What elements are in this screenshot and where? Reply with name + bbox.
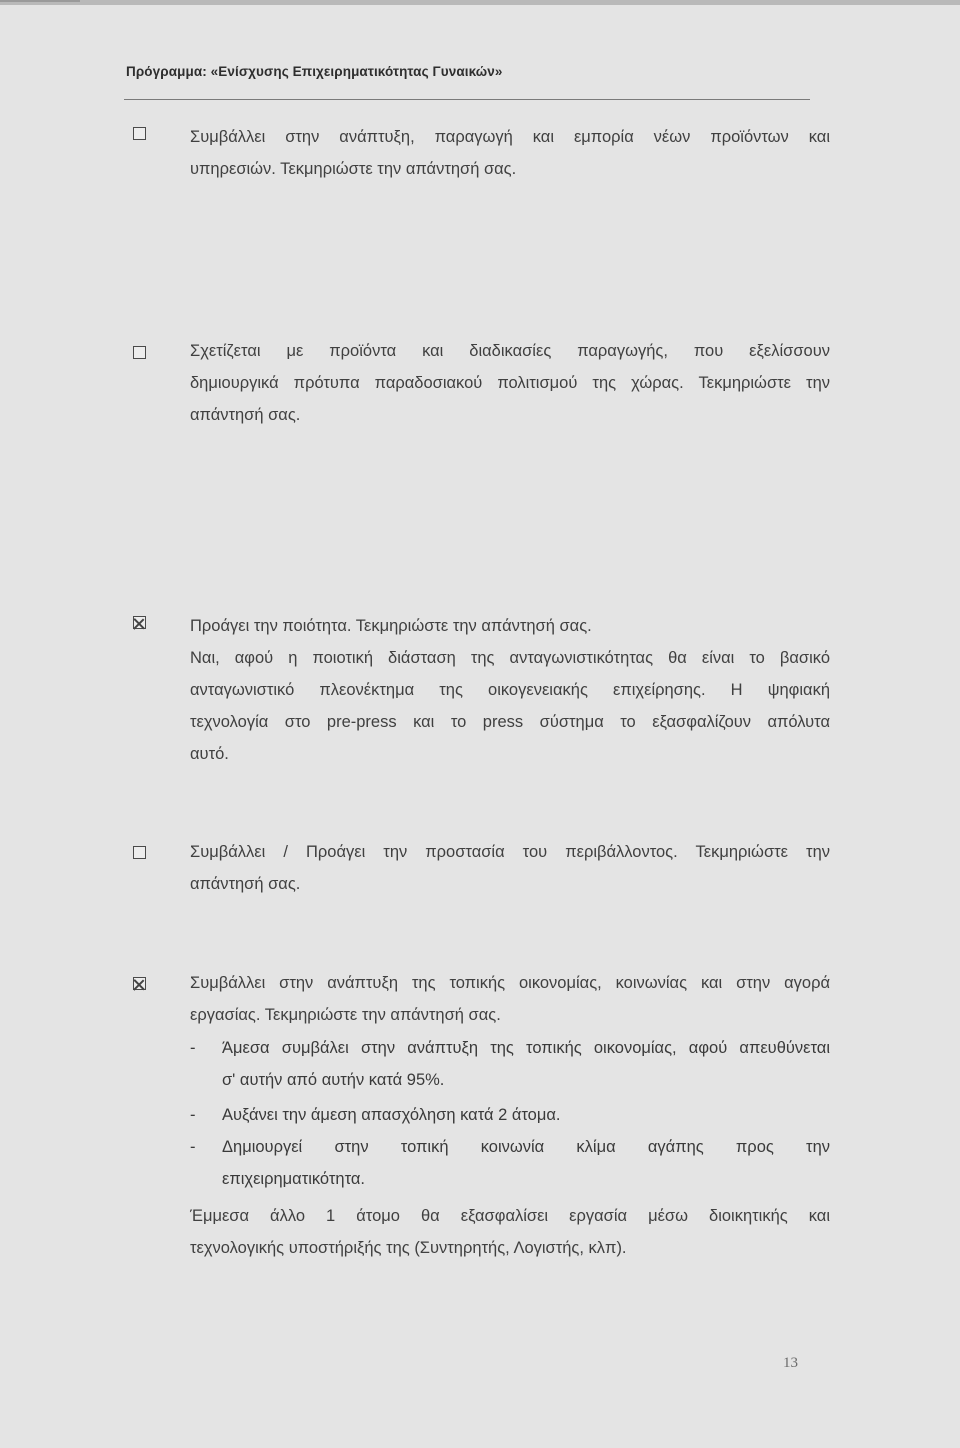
text-line: απάντησή σας.: [190, 406, 301, 424]
text-line: Συμβάλλει στην ανάπτυξη, παραγωγή και εμπορία νέων προϊόντων και: [190, 128, 830, 146]
bullet-text: [222, 1032, 830, 1096]
checkbox-4[interactable]: [133, 846, 146, 859]
header-divider: [124, 99, 810, 100]
criterion-text-4: [190, 836, 830, 900]
text-line: αυτό.: [190, 745, 229, 763]
text-line: Συμβάλλει στην ανάπτυξη της τοπικής οικονομίας, κοινωνίας και στην αγορά: [190, 974, 830, 992]
page-header-title: Πρόγραμμα: «Ενίσχυσης Επιχειρηματικότητας Γυναικών»: [126, 64, 503, 79]
closing-paragraph: [190, 1200, 830, 1264]
page-number: 13: [783, 1355, 798, 1371]
bullet-marker: -: [190, 1138, 196, 1156]
text-line: Έμμεσα άλλο 1 άτομο θα εξασφαλίσει εργασία μέσω διοικητικής και: [190, 1207, 830, 1225]
text-line: Ναι, αφού η ποιοτική διάσταση της ανταγωνιστικότητας θα είναι το βασικό: [190, 649, 830, 667]
text-line: σ' αυτήν από αυτήν κατά 95%.: [222, 1071, 445, 1089]
text-line: Άμεσα συμβάλει στην ανάπτυξη της τοπικής οικονομίας, αφού απευθύνεται: [222, 1039, 830, 1057]
criterion-text-5: [190, 967, 830, 1031]
checkbox-2[interactable]: [133, 346, 146, 359]
bullet-text: [222, 1099, 830, 1131]
criterion-text-2: [190, 335, 830, 431]
checkbox-5[interactable]: [133, 977, 146, 990]
text-line: υπηρεσιών. Τεκμηριώστε την απάντησή σας.: [190, 160, 517, 178]
checkbox-1[interactable]: [133, 127, 146, 140]
bullet-text: [222, 1131, 830, 1195]
text-line: τεχνολογία στο pre-press και το press σύστημα το εξασφαλίζουν απόλυτα: [190, 713, 830, 731]
text-line: απάντησή σας.: [190, 875, 301, 893]
text-line: Συμβάλλει / Προάγει την προστασία του περιβάλλοντος. Τεκμηριώστε την: [190, 843, 830, 861]
text-line: Σχετίζεται με προϊόντα και διαδικασίες παραγωγής, που εξελίσσουν: [190, 342, 830, 360]
bullet-marker: -: [190, 1039, 196, 1057]
criterion-text-1: [190, 121, 830, 185]
text-line: δημιουργικά πρότυπα παραδοσιακού πολιτισμού της χώρας. Τεκμηριώστε την: [190, 374, 830, 392]
text-line: Δημιουργεί στην τοπική κοινωνία κλίμα αγάπης προς την: [222, 1138, 830, 1156]
bullet-marker: -: [190, 1106, 196, 1124]
text-line: Προάγει την ποιότητα. Τεκμηριώστε την απάντησή σας.: [190, 617, 592, 635]
text-line: επιχειρηματικότητα.: [222, 1170, 365, 1188]
text-line: τεχνολογικής υποστήριξής της (Συντηρητής, Λογιστής, κλπ).: [190, 1239, 627, 1257]
top-rule: [0, 0, 960, 5]
text-line: Αυξάνει την άμεση απασχόληση κατά 2 άτομα.: [222, 1106, 561, 1124]
checkbox-3[interactable]: [133, 616, 146, 629]
text-line: εργασίας. Τεκμηριώστε την απάντησή σας.: [190, 1006, 501, 1024]
text-line: ανταγωνιστικό πλεονέκτημα της οικογενειακής επιχείρησης. Η ψηφιακή: [190, 681, 830, 699]
criterion-text-3: [190, 610, 830, 770]
